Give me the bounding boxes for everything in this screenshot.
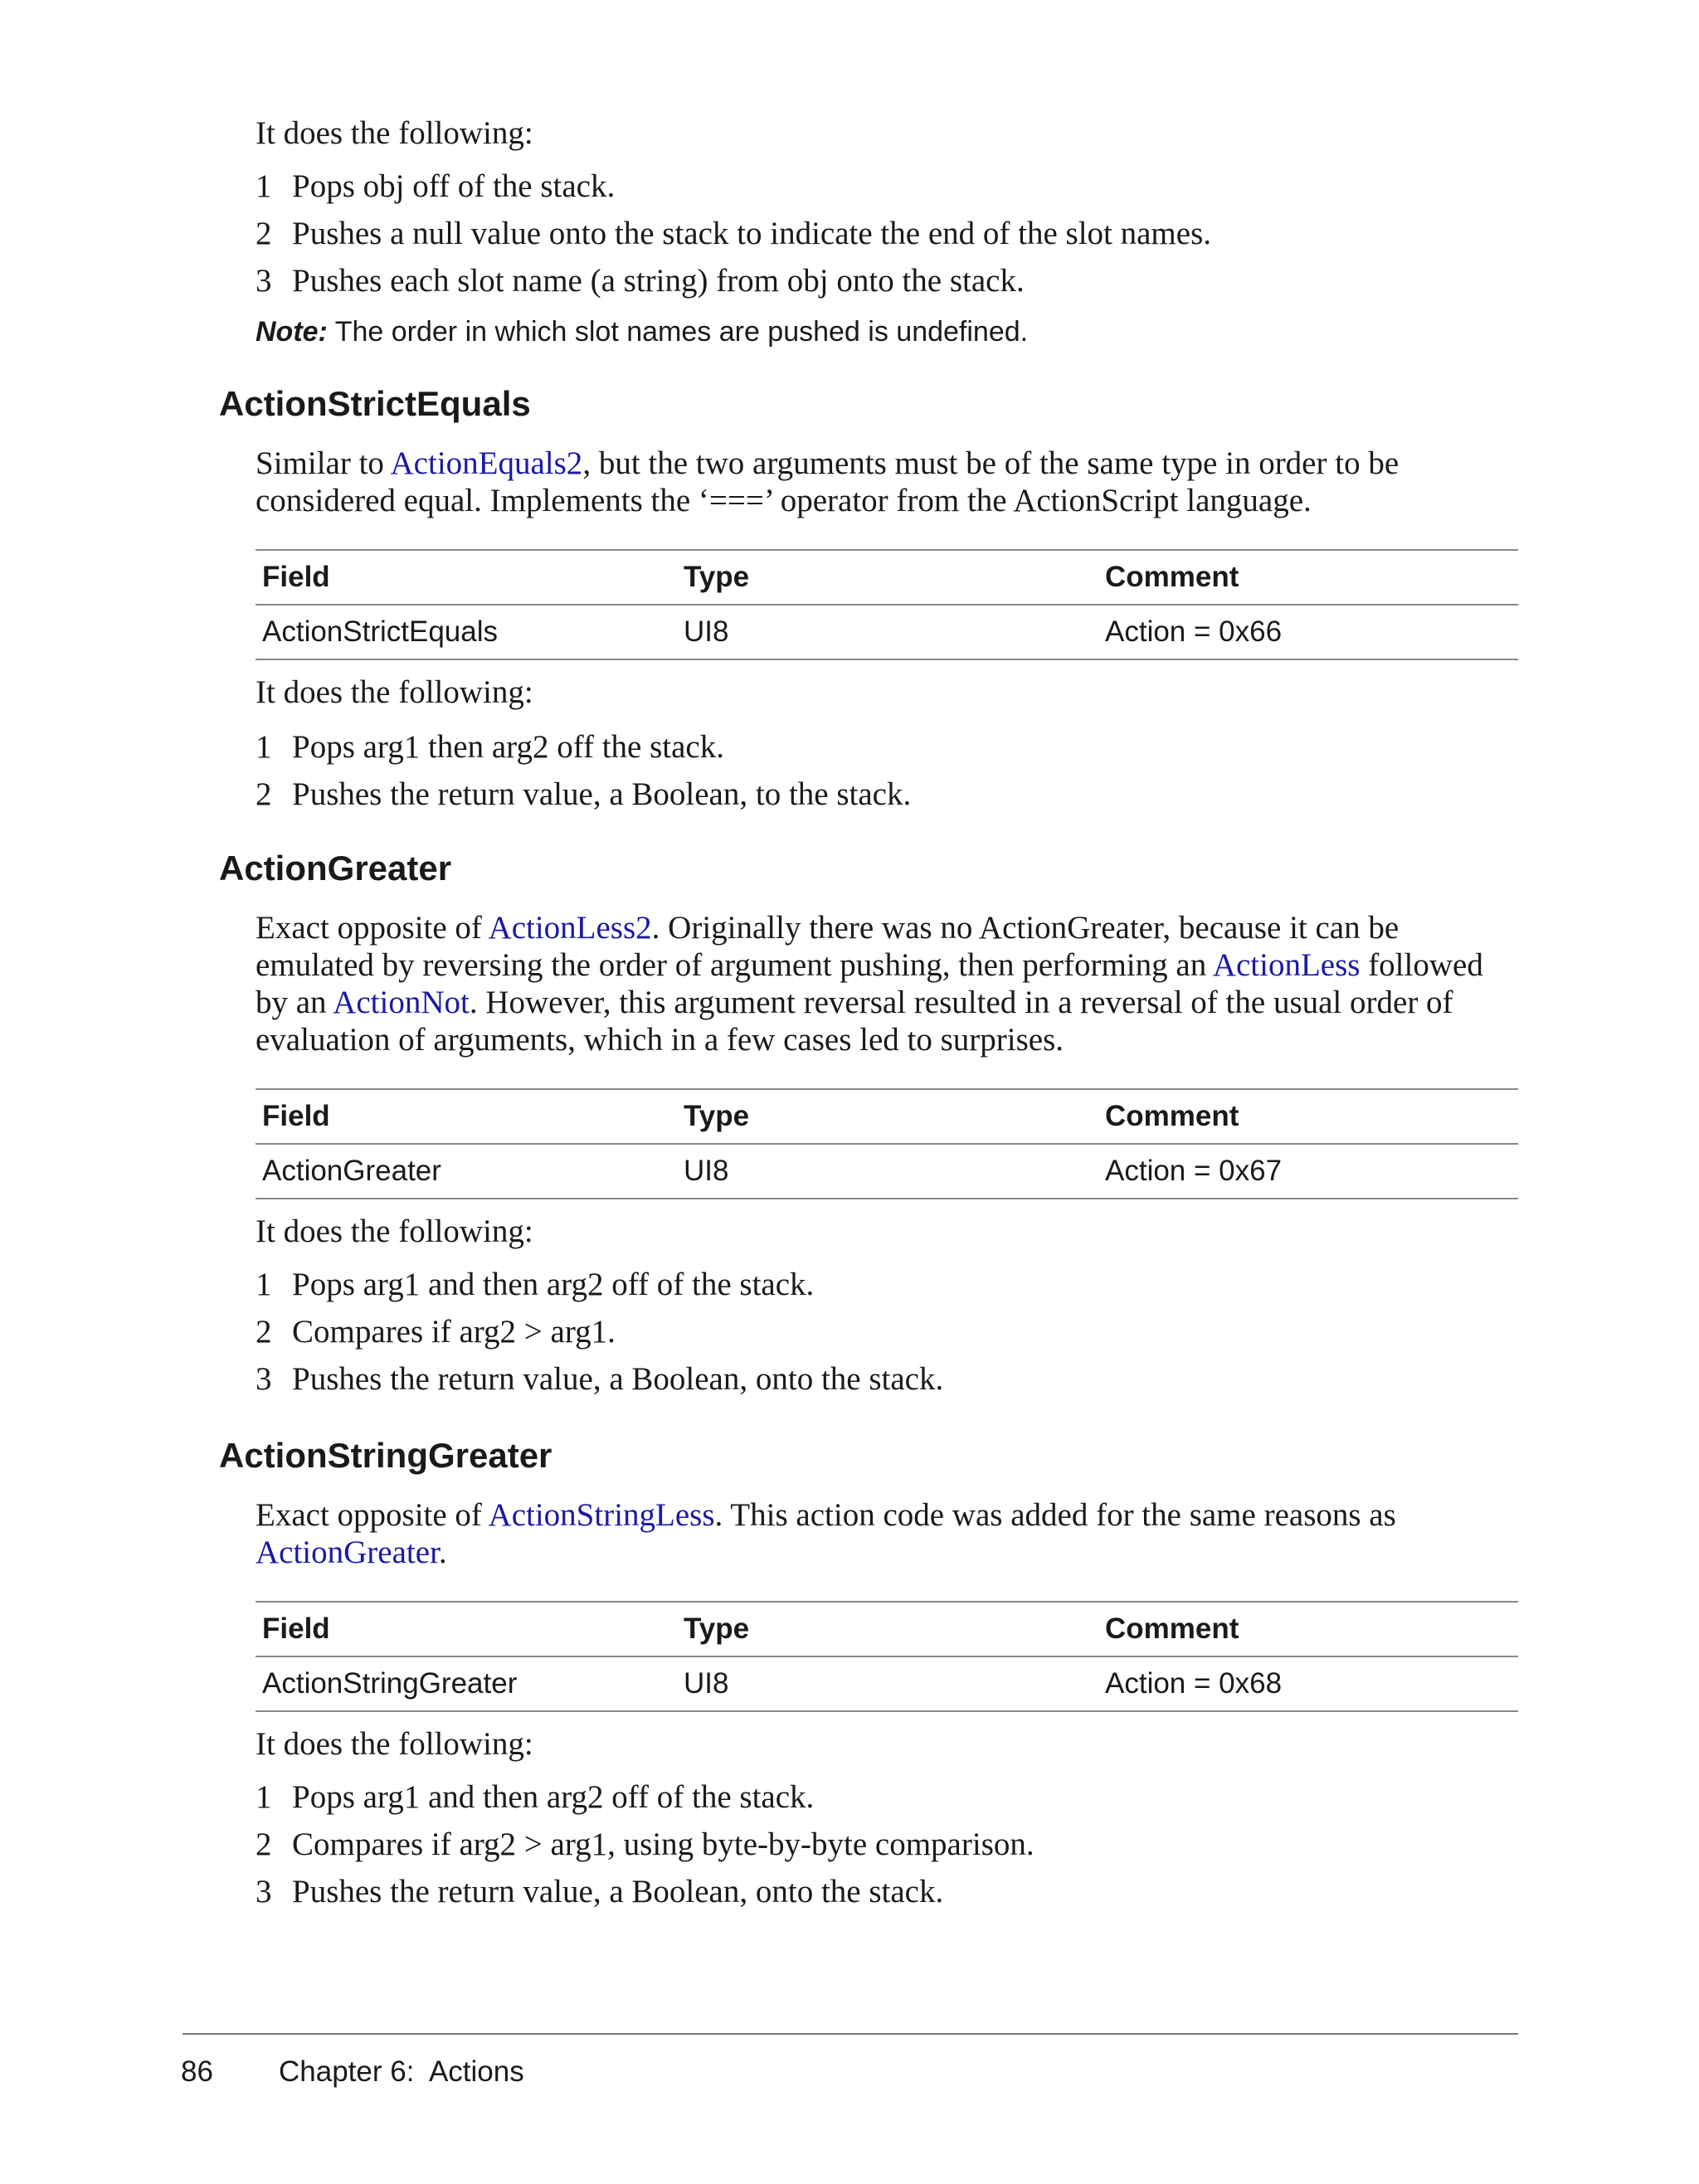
table-cell: Action = 0x67 (1098, 1144, 1518, 1199)
table-cell: Action = 0x66 (1098, 605, 1518, 659)
list-item: 1 Pops arg1 and then arg2 off of the stack. (256, 1779, 815, 1815)
link-actiongreater[interactable]: ActionGreater (256, 1535, 439, 1570)
table-row (256, 605, 1518, 659)
table-cell: ActionStrictEquals (256, 605, 677, 659)
section-heading: ActionGreater (219, 849, 452, 888)
column-header: Field (256, 1089, 677, 1144)
footer-rule (183, 2033, 1518, 2035)
section-description: Exact opposite of ActionStringLess. This action code was added for the same reasons as ActionGreater. (256, 1497, 1396, 1570)
steps-list (256, 163, 1211, 304)
column-header: Field (256, 1602, 677, 1656)
link-actionstringless[interactable]: ActionStringLess (488, 1497, 715, 1533)
column-header: Comment (1098, 1602, 1518, 1656)
intro-text: It does the following: (256, 1726, 533, 1762)
steps-list (256, 1261, 943, 1403)
table-row (256, 1656, 1518, 1711)
steps-list (256, 723, 911, 818)
table-cell: Action = 0x68 (1098, 1656, 1518, 1711)
column-header: Type (677, 550, 1098, 605)
link-actionless[interactable]: ActionLess (1212, 947, 1361, 983)
steps-list (256, 1773, 1034, 1915)
column-header: Comment (1098, 550, 1518, 605)
section-description: Similar to ActionEquals2, but the two arguments must be of the same type in order to be considered equal. Implements the ‘===’ operator from the ActionScript language. (256, 445, 1400, 518)
table-cell: UI8 (677, 605, 1098, 659)
list-item: 3 Pushes each slot name (a string) from obj onto the stack. (256, 263, 1025, 299)
link-actionnot[interactable]: ActionNot (333, 985, 470, 1020)
section-heading: ActionStringGreater (219, 1436, 553, 1475)
list-item: 3 Pushes the return value, a Boolean, onto the stack. (256, 1361, 944, 1397)
table-cell: ActionStringGreater (256, 1656, 677, 1711)
list-item: 2 Pushes a null value onto the stack to indicate the end of the slot names. (256, 216, 1211, 251)
section-description: Exact opposite of ActionLess2. Originally there was no ActionGreater, because it can be emulated by reversing the order of argument pushing, then performing an ActionLess followed by an ActionNot. However, this argument reversal resulted in a reversal of the usual order of evaluation of arguments, which in a few cases led to surprises. (256, 910, 1483, 1058)
note-label: Note: (256, 316, 328, 348)
link-actionequals2[interactable]: ActionEquals2 (390, 445, 583, 481)
field-table (256, 549, 1518, 660)
intro-text: It does the following: (256, 115, 533, 151)
note-text: The order in which slot names are pushed is undefined. (327, 316, 1029, 348)
list-item: 1 Pops arg1 then arg2 off the stack. (256, 729, 724, 765)
table-cell: ActionGreater (256, 1144, 677, 1199)
table-header-row (256, 1602, 1518, 1656)
field-table (256, 1601, 1518, 1712)
list-item: 1 Pops arg1 and then arg2 off of the stack. (256, 1267, 815, 1302)
list-item: 2 Compares if arg2 > arg1. (256, 1314, 616, 1350)
list-item: 2 Compares if arg2 > arg1, using byte-by-byte comparison. (256, 1826, 1034, 1862)
list-item: 3 Pushes the return value, a Boolean, onto the stack. (256, 1874, 944, 1909)
intro-text: It does the following: (256, 1214, 533, 1249)
section-heading: ActionStrictEquals (219, 384, 531, 423)
field-table (256, 1088, 1518, 1199)
list-item: 2 Pushes the return value, a Boolean, to the stack. (256, 776, 912, 812)
table-header-row (256, 1089, 1518, 1144)
column-header: Comment (1098, 1089, 1518, 1144)
column-header: Type (677, 1602, 1098, 1656)
table-row (256, 1144, 1518, 1199)
table-cell: UI8 (677, 1144, 1098, 1199)
link-actionless2[interactable]: ActionLess2 (488, 910, 652, 946)
intro-text: It does the following: (256, 674, 533, 710)
table-header-row (256, 550, 1518, 605)
page-number: 86 (181, 2055, 213, 2088)
list-item: 1 Pops obj off of the stack. (256, 168, 616, 204)
column-header: Field (256, 550, 677, 605)
note (256, 315, 1028, 348)
table-cell: UI8 (677, 1656, 1098, 1711)
chapter-title: Chapter 6: Actions (279, 2055, 524, 2088)
column-header: Type (677, 1089, 1098, 1144)
